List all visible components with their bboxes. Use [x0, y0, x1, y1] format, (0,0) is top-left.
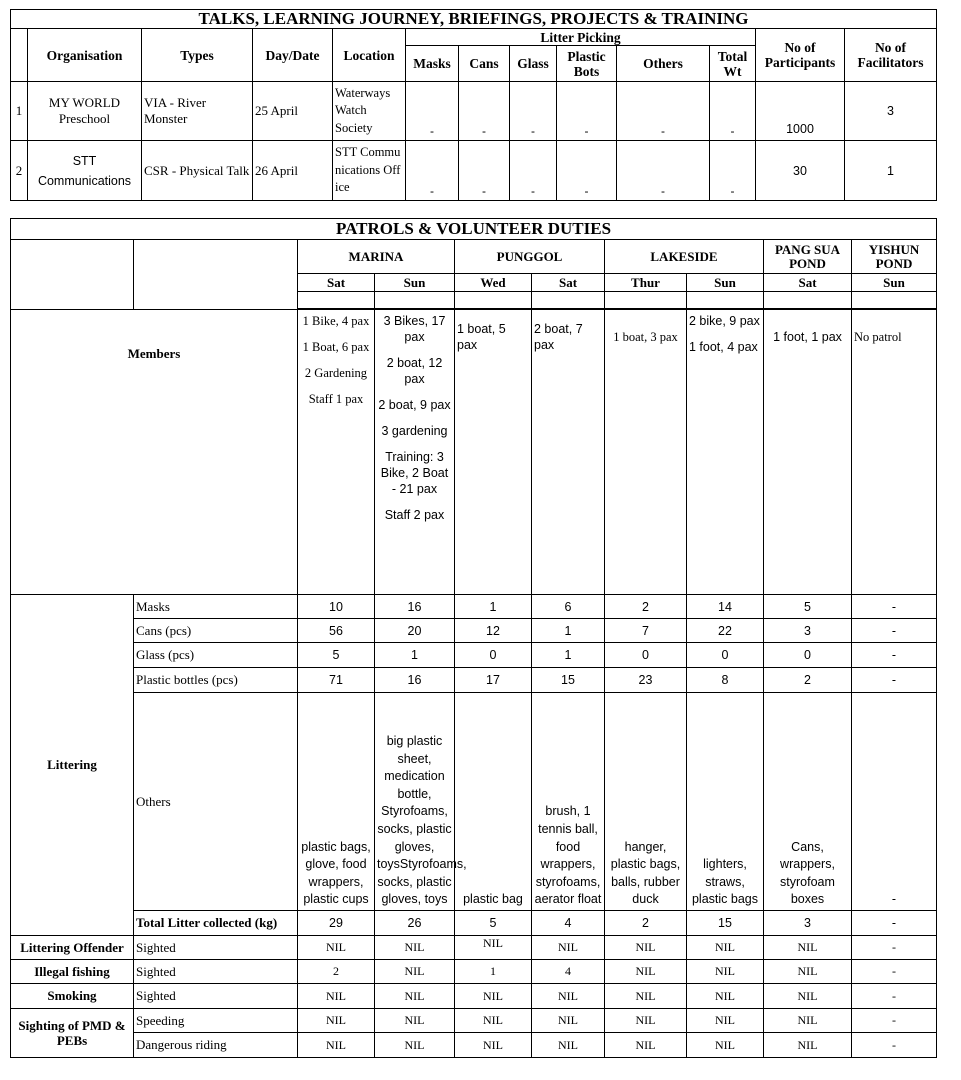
value-cell: NIL — [764, 960, 852, 984]
day-header: Sun — [687, 274, 764, 292]
others-cell: hanger, plastic bags, balls, rubber duck — [605, 693, 687, 911]
section2-title: PATROLS & VOLUNTEER DUTIES — [11, 219, 937, 240]
header-plastic-bots: Plastic Bots — [557, 46, 617, 82]
value-cell: 7 — [605, 619, 687, 643]
members-cell: 3 Bikes, 17 pax 2 boat, 12 pax 2 boat, 9 pax 3 gardening Training: 3 Bike, 2 Boat - 21 pax Staff 2 pax — [375, 310, 455, 595]
value-cell: 2 — [605, 595, 687, 619]
table-row — [11, 595, 937, 619]
row-label: Sighted — [134, 984, 298, 1009]
value-cell: 1 — [375, 643, 455, 668]
value-cell: 5 — [455, 911, 532, 936]
members-cell: 1 Bike, 4 pax 1 Boat, 6 pax 2 Gardening Staff 1 pax — [298, 310, 375, 595]
value-cell: - — [852, 1009, 937, 1033]
row-label: Plastic bottles (pcs) — [134, 668, 298, 693]
value-cell: NIL — [687, 960, 764, 984]
littering-label: Littering — [11, 595, 134, 936]
glass-cell: - — [510, 141, 557, 201]
value-cell: 23 — [605, 668, 687, 693]
value-cell: NIL — [532, 1009, 605, 1033]
day-header: Sat — [764, 274, 852, 292]
header-glass: Glass — [510, 46, 557, 82]
value-cell: NIL — [532, 936, 605, 960]
value-cell: NIL — [764, 1033, 852, 1058]
participants-cell: 1000 — [756, 82, 845, 141]
others-cell: plastic bags, glove, food wrappers, plastic cups — [298, 693, 375, 911]
table-row — [11, 1009, 937, 1033]
value-cell: - — [852, 643, 937, 668]
value-cell: NIL — [605, 984, 687, 1009]
value-cell: 26 — [375, 911, 455, 936]
value-cell: 16 — [375, 595, 455, 619]
masks-cell: - — [406, 141, 459, 201]
members-cell: 1 boat, 5 pax — [455, 310, 532, 595]
header-others: Others — [617, 46, 710, 82]
value-cell: 0 — [455, 643, 532, 668]
row-label: Dangerous riding — [134, 1033, 298, 1058]
value-cell: NIL — [298, 984, 375, 1009]
value-cell: NIL — [605, 1009, 687, 1033]
header-location: Location — [333, 29, 406, 82]
table-row — [11, 936, 937, 960]
value-cell: 2 — [605, 911, 687, 936]
value-cell: 22 — [687, 619, 764, 643]
location-marina: MARINA — [298, 240, 455, 274]
header-cans: Cans — [459, 46, 510, 82]
value-cell: NIL — [764, 936, 852, 960]
facilitators-cell: 3 — [845, 82, 937, 141]
date-cell: 26 April — [253, 141, 333, 201]
organisation-cell: STT Communications — [28, 141, 142, 201]
value-cell: 14 — [687, 595, 764, 619]
others-cell: big plastic sheet, medication bottle, Styrofoams, socks, plastic gloves, toysStyrofoams, socks, plastic gloves, toys — [375, 693, 455, 911]
value-cell: 29 — [298, 911, 375, 936]
value-cell: NIL — [764, 1009, 852, 1033]
plastic-bots-cell: - — [557, 82, 617, 141]
header-organisation: Organisation — [28, 29, 142, 82]
value-cell: 1 — [455, 595, 532, 619]
organisation-cell: MY WORLD Preschool — [28, 82, 142, 141]
value-cell: - — [852, 984, 937, 1009]
location-pang-sua-pond: PANG SUA POND — [764, 240, 852, 274]
masks-cell: - — [406, 82, 459, 141]
location-yishun-pond: YISHUN POND — [852, 240, 937, 274]
others-row — [11, 693, 937, 911]
value-cell: 12 — [455, 619, 532, 643]
table-row — [11, 984, 937, 1009]
value-cell: 1 — [455, 960, 532, 984]
value-cell: NIL — [455, 936, 532, 960]
row-number: 2 — [11, 141, 28, 201]
value-cell: NIL — [532, 984, 605, 1009]
cans-cell: - — [459, 82, 510, 141]
value-cell: - — [852, 911, 937, 936]
value-cell: 3 — [764, 619, 852, 643]
row-label: Speeding — [134, 1009, 298, 1033]
others-cell: brush, 1 tennis ball, food wrappers, styrofoams, aerator float — [532, 693, 605, 911]
row-label: Sighted — [134, 960, 298, 984]
value-cell: 1 — [532, 643, 605, 668]
row-label: Sighted — [134, 936, 298, 960]
others-cell: - — [617, 82, 710, 141]
value-cell: 0 — [764, 643, 852, 668]
header-types: Types — [142, 29, 253, 82]
value-cell: NIL — [375, 960, 455, 984]
members-label: Members — [11, 310, 298, 595]
value-cell: NIL — [605, 1033, 687, 1058]
type-cell: VIA - River Monster — [142, 82, 253, 141]
row-label: Total Litter collected (kg) — [134, 911, 298, 936]
value-cell: NIL — [605, 960, 687, 984]
header-litter-picking: Litter Picking — [406, 29, 756, 46]
table-row — [11, 619, 937, 643]
value-cell: 4 — [532, 911, 605, 936]
members-cell: 1 foot, 1 pax — [764, 310, 852, 595]
header-masks: Masks — [406, 46, 459, 82]
value-cell: 6 — [532, 595, 605, 619]
day-header: Sun — [375, 274, 455, 292]
value-cell: 56 — [298, 619, 375, 643]
value-cell: - — [852, 668, 937, 693]
type-cell: CSR - Physical Talk — [142, 141, 253, 201]
value-cell: NIL — [605, 936, 687, 960]
pmd-peb-label: Sighting of PMD & PEBs — [11, 1009, 134, 1058]
members-cell: 2 bike, 9 pax 1 foot, 4 pax — [687, 310, 764, 595]
table-row — [11, 141, 937, 201]
value-cell: 0 — [687, 643, 764, 668]
row-label: Cans (pcs) — [134, 619, 298, 643]
value-cell: 8 — [687, 668, 764, 693]
value-cell: 10 — [298, 595, 375, 619]
value-cell: NIL — [298, 1033, 375, 1058]
value-cell: NIL — [687, 984, 764, 1009]
value-cell: NIL — [298, 1009, 375, 1033]
day-header: Sat — [298, 274, 375, 292]
row-number: 1 — [11, 82, 28, 141]
illegal-fishing-label: Illegal fishing — [11, 960, 134, 984]
value-cell: 4 — [532, 960, 605, 984]
day-header: Sat — [532, 274, 605, 292]
value-cell: 0 — [605, 643, 687, 668]
value-cell: NIL — [375, 936, 455, 960]
table-row — [11, 1033, 937, 1058]
row-label: Masks — [134, 595, 298, 619]
glass-cell: - — [510, 82, 557, 141]
value-cell: NIL — [375, 1009, 455, 1033]
value-cell: 20 — [375, 619, 455, 643]
value-cell: 2 — [764, 668, 852, 693]
patrols-volunteer-table — [10, 218, 937, 1058]
header-facilitators: No of Facilitators — [845, 29, 937, 82]
others-cell: - — [617, 141, 710, 201]
value-cell: NIL — [455, 984, 532, 1009]
members-cell: 2 boat, 7 pax — [532, 310, 605, 595]
location-lakeside: LAKESIDE — [605, 240, 764, 274]
section1-title: TALKS, LEARNING JOURNEY, BRIEFINGS, PROJECTS & TRAINING — [11, 10, 937, 29]
value-cell: 71 — [298, 668, 375, 693]
location-cell: Waterways Watch Society — [333, 82, 406, 141]
members-cell: 1 boat, 3 pax — [605, 310, 687, 595]
talks-training-table — [10, 9, 937, 201]
value-cell: NIL — [375, 984, 455, 1009]
value-cell: NIL — [532, 1033, 605, 1058]
location-punggol: PUNGGOL — [455, 240, 605, 274]
value-cell: - — [852, 619, 937, 643]
plastic-bots-cell: - — [557, 141, 617, 201]
day-header: Wed — [455, 274, 532, 292]
value-cell: 17 — [455, 668, 532, 693]
others-cell: Cans, wrappers, styrofoam boxes — [764, 693, 852, 911]
value-cell: NIL — [455, 1033, 532, 1058]
members-row — [11, 310, 937, 595]
value-cell: 5 — [298, 643, 375, 668]
header-participants: No of Participants — [756, 29, 845, 82]
row-label: Others — [134, 693, 298, 911]
table-row — [11, 643, 937, 668]
value-cell: NIL — [764, 984, 852, 1009]
value-cell: - — [852, 1033, 937, 1058]
total-wt-cell: - — [710, 141, 756, 201]
value-cell: NIL — [375, 1033, 455, 1058]
value-cell: 2 — [298, 960, 375, 984]
participants-cell: 30 — [756, 141, 845, 201]
value-cell: NIL — [298, 936, 375, 960]
value-cell: - — [852, 595, 937, 619]
row-label: Glass (pcs) — [134, 643, 298, 668]
value-cell: 1 — [532, 619, 605, 643]
header-day-date: Day/Date — [253, 29, 333, 82]
location-cell: STT Communications Office — [333, 141, 406, 201]
header-total-wt: Total Wt — [710, 46, 756, 82]
day-header: Thur — [605, 274, 687, 292]
value-cell: 3 — [764, 911, 852, 936]
table-row — [11, 82, 937, 141]
value-cell: 15 — [532, 668, 605, 693]
members-cell: No patrol — [852, 310, 937, 595]
value-cell: 15 — [687, 911, 764, 936]
table-row — [11, 668, 937, 693]
value-cell: 5 — [764, 595, 852, 619]
value-cell: - — [852, 936, 937, 960]
cans-cell: - — [459, 141, 510, 201]
value-cell: NIL — [455, 1009, 532, 1033]
table-row — [11, 911, 937, 936]
value-cell: 16 — [375, 668, 455, 693]
value-cell: - — [852, 960, 937, 984]
day-header: Sun — [852, 274, 937, 292]
total-wt-cell: - — [710, 82, 756, 141]
facilitators-cell: 1 — [845, 141, 937, 201]
others-cell: lighters, straws, plastic bags — [687, 693, 764, 911]
value-cell: NIL — [687, 1033, 764, 1058]
table-row — [11, 960, 937, 984]
value-cell: NIL — [687, 936, 764, 960]
smoking-label: Smoking — [11, 984, 134, 1009]
date-cell: 25 April — [253, 82, 333, 141]
others-cell: plastic bag — [455, 693, 532, 911]
others-cell: - — [852, 693, 937, 911]
value-cell: NIL — [687, 1009, 764, 1033]
littering-offender-label: Littering Offender — [11, 936, 134, 960]
